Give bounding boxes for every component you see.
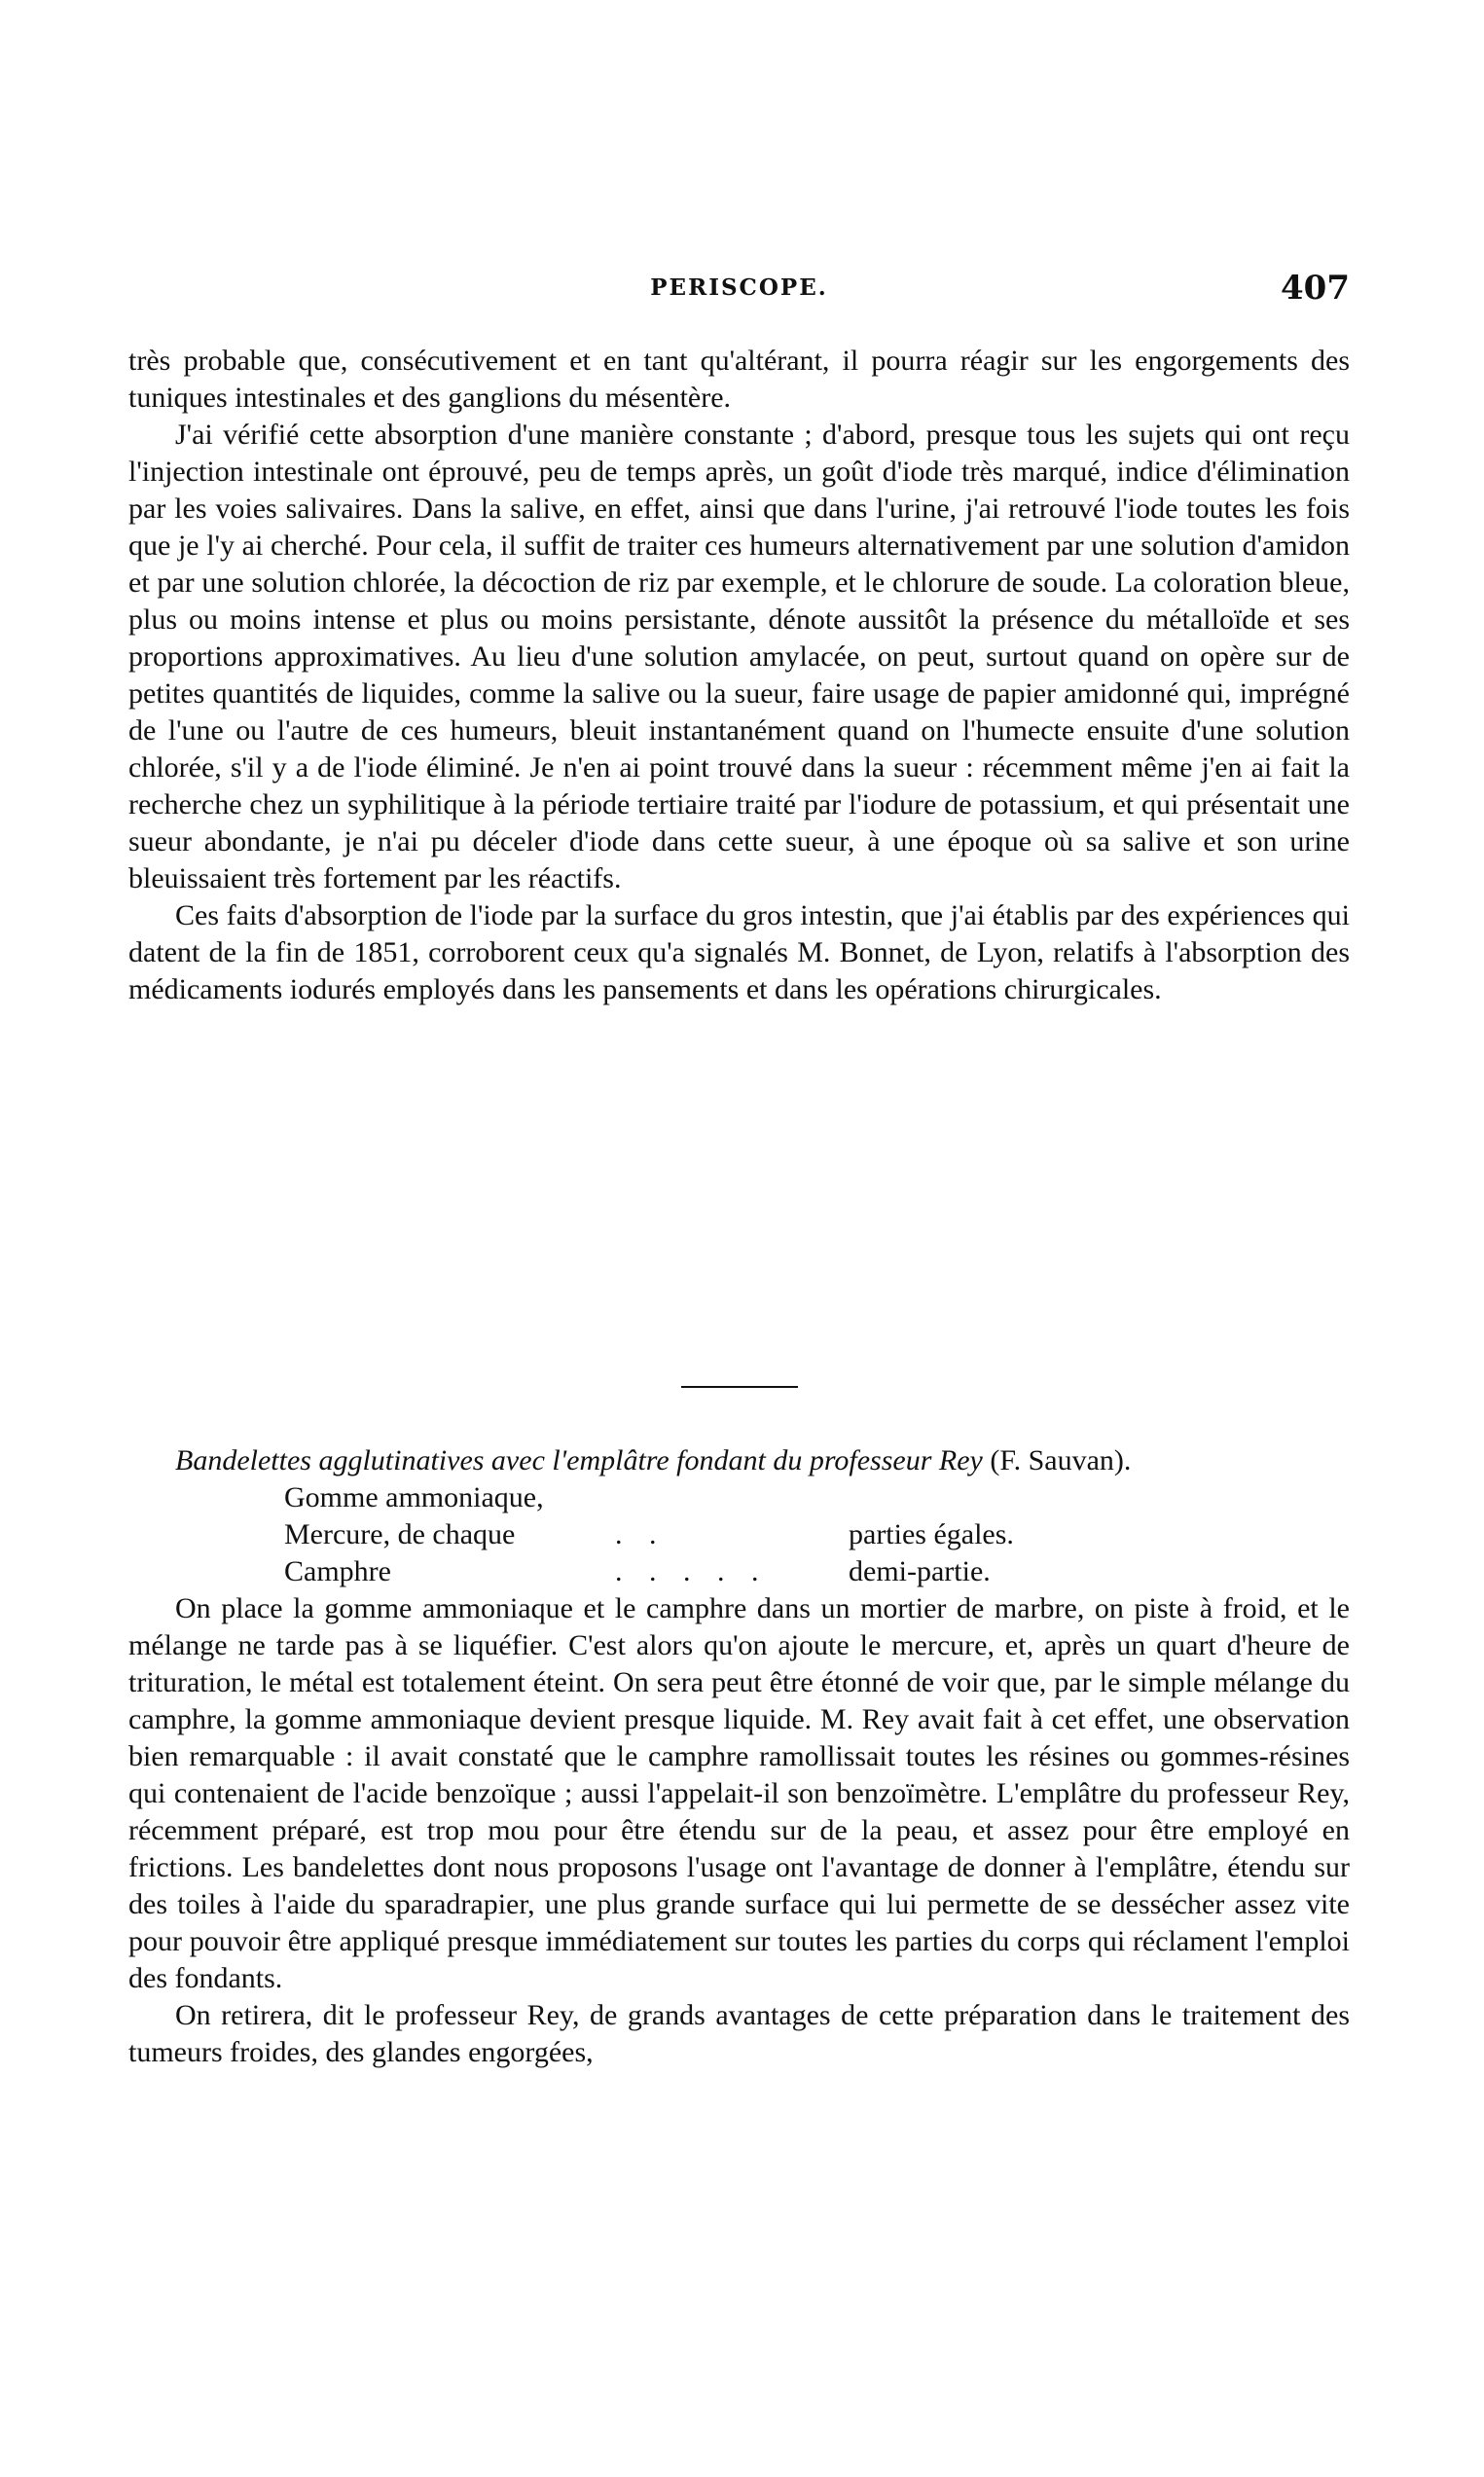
- recipe-list: [284, 1479, 1350, 1590]
- recipe-ingredient: Mercure, de chaque: [284, 1518, 516, 1550]
- recipe-line: [284, 1553, 1350, 1590]
- page-number: 407: [1281, 269, 1350, 308]
- paragraph: J'ai vérifié cette absorption d'une manière constante ; d'abord, presque tous les sujets qui ont reçu l'injection intestinale ont éprouvé, peu de temps après, un goût d'iode très marqué, indice d'élimination par les voies salivaires. Dans la salive, en effet, ainsi que dans l'urine, j'ai retrouvé l'iode toutes les fois que je l'y ai cherché. Pour cela, il suffit de traiter ces humeurs alternativement par une solution d'amidon et par une solution chlorée, la décoction de riz par exemple, et le chlorure de soude. La coloration bleue, plus ou moins intense et plus ou moins persistante, dénote aussitôt la présence du métalloïde et ses proportions approximatives. Au lieu d'une solution amylacée, on peut, surtout quand on opère sur de petites quantités de liquides, comme la salive ou la sueur, faire usage de papier amidonné qui, imprégné de l'une ou l'autre de ces humeurs, bleuit instantanément quand on l'humecte ensuite d'une solution chlorée, s'il y a de l'iode éliminé. Je n'en ai point trouvé dans la sueur : récemment même j'en ai fait la recherche chez un syphilitique à la période tertiaire traité par l'iodure de potassium, et qui présentait une sueur abondante, je n'ai pu déceler d'iode dans cette sueur, à une époque où sa salive et son urine bleuissaient très fortement par les réactifs.: [128, 419, 1350, 894]
- article-continuation: [128, 343, 1350, 1008]
- recipe-leader-dots: . .: [615, 1518, 667, 1550]
- paragraph: très probable que, consécutivement et en tant qu'altérant, il pourra réagir sur les engorgements des tuniques intestinales et des ganglions du mésentère.: [128, 345, 1350, 414]
- article: [128, 1442, 1350, 2071]
- recipe-quantity: demi-partie.: [849, 1555, 991, 1587]
- recipe-leader-dots: . . . . .: [615, 1555, 769, 1587]
- recipe-line: [284, 1479, 1350, 1516]
- recipe-ingredient: Camphre: [284, 1555, 391, 1587]
- recipe-ingredient: Gomme ammoniaque,: [284, 1481, 544, 1513]
- recipe-line: [284, 1516, 1350, 1553]
- running-title: PERISCOPE.: [650, 274, 828, 301]
- running-head: [128, 269, 1350, 313]
- paragraph: Ces faits d'absorption de l'iode par la surface du gros intestin, que j'ai établis par des expériences qui datent de la fin de 1851, corroborent ceux qu'a signalés M. Bonnet, de Lyon, relatifs à l'absorption des médicaments iodurés employés dans les pansements et dans les opérations chirurgicales.: [128, 899, 1350, 1005]
- article-title: [128, 1442, 1350, 1479]
- article-author: (F. Sauvan).: [990, 1444, 1132, 1476]
- paragraph: On place la gomme ammoniaque et le camphre dans un mortier de marbre, on piste à froid, et le mélange ne tarde pas à se liquéfier. C'est alors qu'on ajoute le mercure, et, après un quart d'heure de trituration, le métal est totalement éteint. On sera peut être étonné de voir que, par le simple mélange du camphre, la gomme ammoniaque devient presque liquide. M. Rey avait fait à cet effet, une observation bien remarquable : il avait constaté que le camphre ramollissait toutes les résines ou gommes-résines qui contenaient de l'acide benzoïque ; aussi l'appelait-il son benzoïmètre. L'emplâtre du professeur Rey, récemment préparé, est trop mou pour être étendu sur de la peau, et assez pour être employé en frictions. Les bandelettes dont nous proposons l'usage ont l'avantage de donner à l'emplâtre, étendu sur des toiles à l'aide du sparadrapier, une plus grande surface qui lui permette de se dessécher assez vite pour pouvoir être appliqué presque immédiatement sur toutes les parties du corps qui réclament l'emploi des fondants.: [128, 1592, 1350, 1994]
- paragraph: On retirera, dit le professeur Rey, de grands avantages de cette préparation dans le traitement des tumeurs froides, des glandes engorgées,: [128, 1999, 1350, 2068]
- section-separator-rule: [681, 1386, 798, 1388]
- recipe-quantity: parties égales.: [849, 1518, 1014, 1550]
- article-title-text: Bandelettes agglutinatives avec l'emplâtre fondant du professeur Rey: [175, 1444, 983, 1476]
